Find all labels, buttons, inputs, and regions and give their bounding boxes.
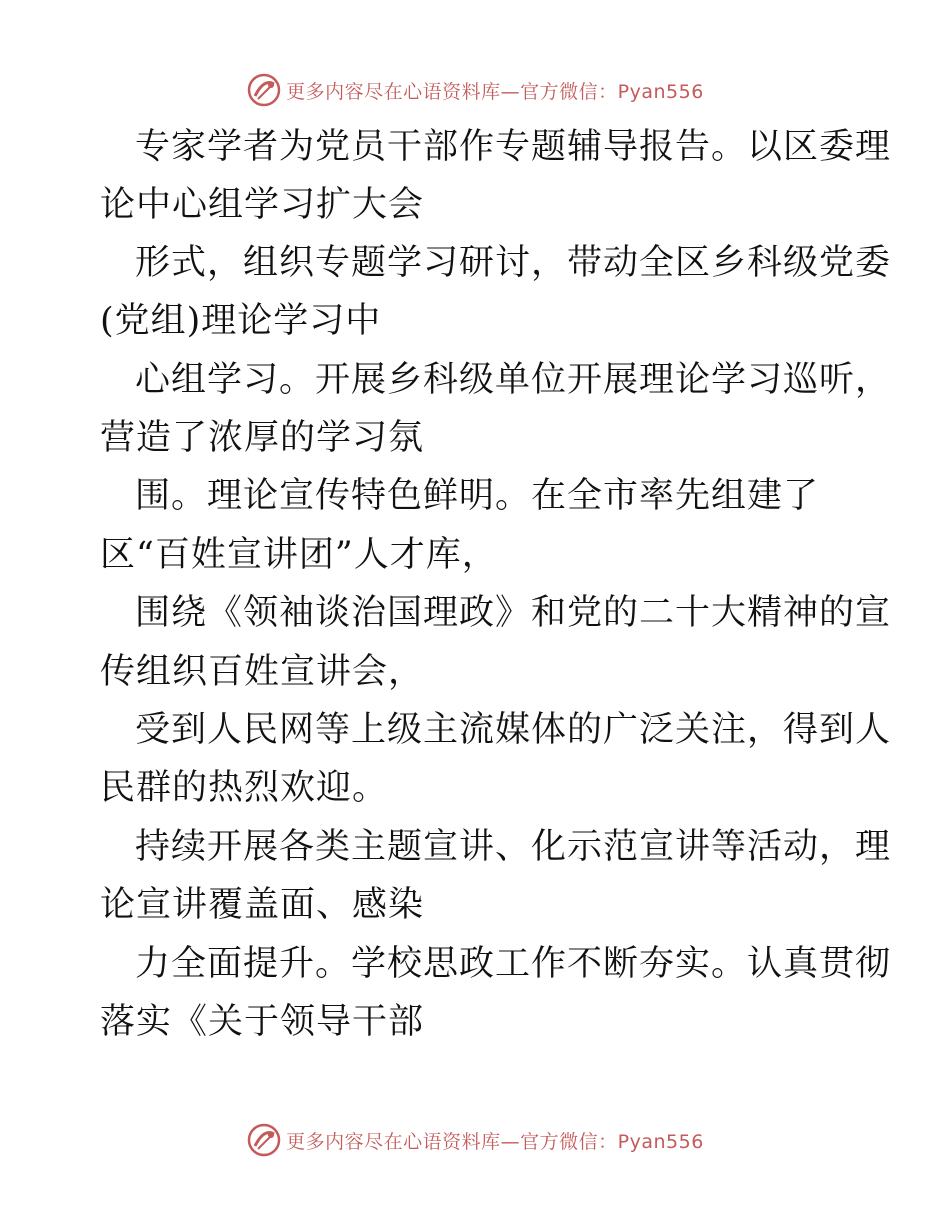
body-line: 专家学者为党员干部作专题辅导报告。以区委理 — [135, 127, 892, 167]
body-line: 心组学习。开展乡科级单位开展理论学习巡听， — [135, 360, 892, 400]
body-line: 力全面提升。学校思政工作不断夯实。认真贯彻 — [135, 944, 892, 984]
body-line: 持续开展各类主题宣讲、化示范宣讲等活动，理 — [135, 827, 892, 867]
body-line: 民群的热烈欢迎。 — [100, 768, 389, 808]
header-watermark-banner — [0, 70, 950, 110]
footer-watermark-banner — [0, 1120, 950, 1160]
brand-logo-icon — [246, 1122, 282, 1158]
body-line: 围绕《领袖谈治国理政》和党的二十大精神的宣 — [135, 593, 892, 633]
body-line: 论中心组学习扩大会 — [100, 185, 425, 225]
body-line: (党组)理论学习中 — [100, 301, 382, 341]
body-line: 论宣讲覆盖面、感染 — [100, 885, 425, 925]
body-line: 区“百姓宣讲团”人才库， — [100, 535, 498, 575]
body-line: 落实《关于领导干部 — [100, 1002, 425, 1042]
body-line: 形式，组织专题学习研讨，带动全区乡科级党委 — [135, 243, 892, 283]
header-watermark-text: 更多内容尽在心语资料库—官方微信：Pyan556 — [286, 80, 704, 103]
body-line: 传组织百姓宣讲会， — [100, 652, 425, 692]
body-line: 受到人民网等上级主流媒体的广泛关注，得到人 — [135, 710, 892, 750]
brand-logo-icon — [246, 72, 282, 108]
body-line: 营造了浓厚的学习氛 — [100, 418, 425, 458]
body-line: 围。理论宣传特色鲜明。在全市率先组建了 — [135, 476, 820, 516]
footer-watermark-text: 更多内容尽在心语资料库—官方微信：Pyan556 — [286, 1130, 704, 1153]
